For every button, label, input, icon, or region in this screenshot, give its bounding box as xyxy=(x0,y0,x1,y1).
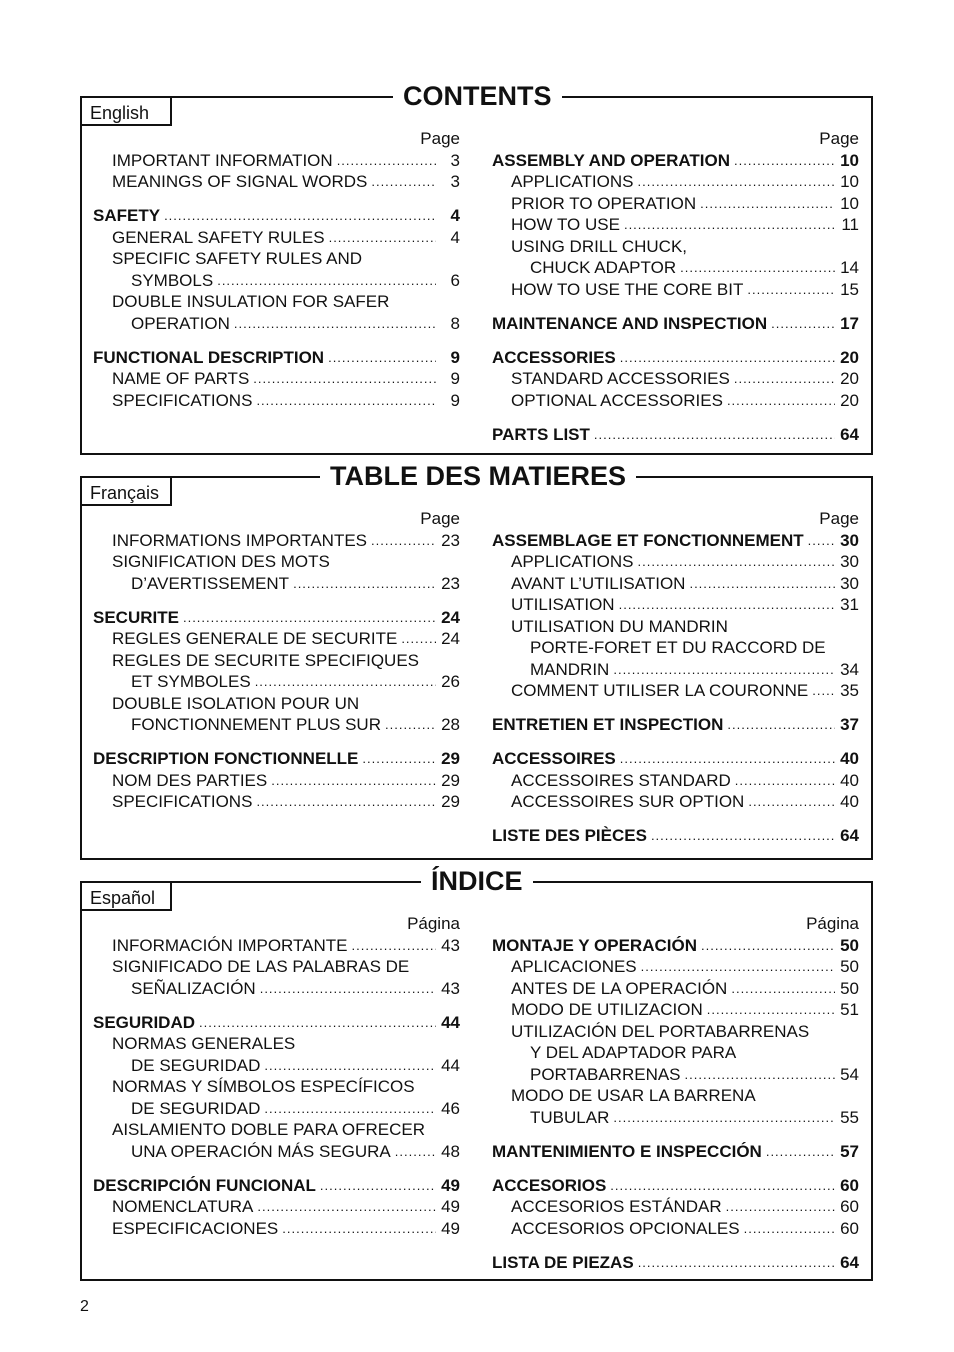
toc-entry-page: 54 xyxy=(840,1064,859,1084)
toc-entry-page: 11 xyxy=(841,215,859,234)
toc-entry-title: MONTAJE Y OPERACIÓN xyxy=(492,935,697,955)
dot-leader xyxy=(199,1012,436,1034)
toc-entry-page: 26 xyxy=(441,672,460,691)
toc-column-left xyxy=(93,508,460,813)
toc-entry-title: DOUBLE INSULATION FOR SAFER xyxy=(112,292,390,311)
toc-entry-title: PARTS LIST xyxy=(492,424,590,444)
dot-leader xyxy=(234,313,436,335)
dot-leader xyxy=(401,628,436,650)
toc-entry-page: 20 xyxy=(840,390,859,410)
toc-entry-title: UTILIZACIÓN DEL PORTABARRENAS xyxy=(511,1021,810,1041)
toc-entry xyxy=(93,650,460,672)
toc-entry xyxy=(93,205,460,227)
toc-entry-title: AISLAMIENTO DOBLE PARA OFRECER xyxy=(112,1120,426,1139)
toc-entry-page: 64 xyxy=(840,424,859,444)
toc-entry xyxy=(93,150,460,172)
dot-leader xyxy=(253,368,436,390)
dot-leader xyxy=(680,257,835,279)
toc-entry xyxy=(93,1076,460,1098)
toc-entry-title: GENERAL SAFETY RULES xyxy=(112,227,325,247)
toc-entry xyxy=(492,551,859,573)
toc-entry-title: MANTENIMIENTO E INSPECCIÓN xyxy=(492,1141,762,1161)
toc-entry-page: 60 xyxy=(840,1197,859,1216)
toc-entry-page: 14 xyxy=(840,258,859,277)
toc-entry xyxy=(492,1107,859,1129)
toc-entry-page: 60 xyxy=(840,1218,859,1238)
page-column-header: Page xyxy=(420,129,460,148)
toc-entry xyxy=(93,748,460,770)
toc-entry-page: 3 xyxy=(450,172,460,191)
language-label: Français xyxy=(80,476,172,506)
toc-entry xyxy=(492,680,859,702)
toc-entry-title: AVANT L’UTILISATION xyxy=(511,573,686,593)
toc-entry xyxy=(93,171,460,193)
dot-leader xyxy=(264,1098,436,1120)
toc-entry-title: SPECIFICATIONS xyxy=(112,792,253,811)
toc-entry-title: FUNCTIONAL DESCRIPTION xyxy=(93,347,325,367)
toc-entry-page: 4 xyxy=(450,227,460,247)
toc-entry-title: UNA OPERACIÓN MÁS SEGURA xyxy=(131,1141,391,1161)
toc-entry-title: ACCESSOIRES SUR OPTION xyxy=(511,792,745,811)
dot-leader xyxy=(689,573,835,595)
toc-entry-title: CHUCK ADAPTOR xyxy=(530,258,677,277)
dot-leader xyxy=(271,770,436,792)
toc-entry xyxy=(93,935,460,957)
toc-entry-title: Y DEL ADAPTADOR PARA xyxy=(530,1043,737,1062)
toc-entry-page: 64 xyxy=(840,1252,859,1272)
toc-entry-page: 24 xyxy=(441,629,460,648)
toc-entry-title: NORMAS GENERALES xyxy=(112,1034,296,1053)
toc-entry-page: 9 xyxy=(450,347,460,367)
dot-leader xyxy=(164,205,436,227)
page-column-header: Page xyxy=(819,509,859,528)
toc-entry-title: D’AVERTISSEMENT xyxy=(131,573,290,593)
toc-entry-title: IMPORTANT INFORMATION xyxy=(112,150,333,170)
dot-leader xyxy=(613,1107,835,1129)
toc-entry-page: 31 xyxy=(840,595,859,614)
toc-entry-page: 17 xyxy=(840,313,859,333)
toc-entry-page: 35 xyxy=(840,681,859,700)
toc-entry xyxy=(93,248,460,270)
toc-entry-title: DESCRIPCIÓN FUNCIONAL xyxy=(93,1175,316,1195)
dot-leader xyxy=(624,214,835,236)
toc-column-left xyxy=(93,913,460,1239)
dot-leader xyxy=(256,390,436,412)
toc-entry xyxy=(492,1085,859,1107)
toc-entry-page: 3 xyxy=(450,150,460,170)
dot-leader xyxy=(594,424,835,446)
toc-entry-page: 23 xyxy=(441,573,460,593)
toc-entry xyxy=(492,1175,859,1197)
toc-entry xyxy=(492,530,859,552)
toc-entry-page: 57 xyxy=(840,1141,859,1161)
toc-column-right xyxy=(492,128,859,445)
dot-leader xyxy=(734,150,835,172)
toc-entry-title: DE SEGURIDAD xyxy=(131,1055,261,1075)
toc-entry-title: PORTABARRENAS xyxy=(530,1064,681,1084)
toc-entry xyxy=(492,347,859,369)
toc-entry-title: STANDARD ACCESSORIES xyxy=(511,369,730,388)
toc-entry xyxy=(492,236,859,258)
toc-entry-page: 43 xyxy=(441,935,460,955)
toc-entry-title: HOW TO USE xyxy=(511,215,620,234)
dot-leader xyxy=(726,1196,835,1218)
dot-leader xyxy=(748,791,835,813)
page-column-header: Page xyxy=(420,509,460,528)
toc-entry xyxy=(93,1012,460,1034)
toc-entry xyxy=(93,1098,460,1120)
toc-entry xyxy=(492,171,859,193)
toc-entry-title: ANTES DE LA OPERACIÓN xyxy=(511,978,728,998)
toc-entry xyxy=(93,1033,460,1055)
toc-entry-title: INFORMACIÓN IMPORTANTE xyxy=(112,935,348,955)
toc-entry-page: 40 xyxy=(840,749,859,768)
toc-entry-title: SPECIFICATIONS xyxy=(112,390,253,410)
toc-entry xyxy=(93,270,460,292)
dot-leader xyxy=(610,1175,835,1197)
toc-box-spanish xyxy=(80,866,873,1281)
page-column-header: Página xyxy=(806,914,859,933)
toc-entry-page: 51 xyxy=(840,1000,859,1019)
toc-entry-title: ACCESSOIRES xyxy=(492,749,616,768)
toc-entry-page: 6 xyxy=(450,270,460,290)
toc-entry xyxy=(492,1141,859,1163)
dot-leader xyxy=(638,551,836,573)
toc-entry xyxy=(492,770,859,792)
dot-leader xyxy=(620,748,835,770)
toc-entry xyxy=(492,748,859,770)
toc-entry-title: USING DRILL CHUCK, xyxy=(511,236,688,256)
toc-entry-title: ASSEMBLY AND OPERATION xyxy=(492,150,731,170)
toc-entry xyxy=(492,368,859,390)
toc-entry-title: HOW TO USE THE CORE BIT xyxy=(511,279,744,299)
dot-leader xyxy=(771,313,835,335)
toc-entry xyxy=(492,935,859,957)
toc-column-right xyxy=(492,508,859,847)
dot-leader xyxy=(293,573,436,595)
toc-entry-title: OPTIONAL ACCESSORIES xyxy=(511,390,723,410)
toc-entry xyxy=(93,390,460,412)
toc-entry-title: NOMENCLATURA xyxy=(112,1197,254,1216)
toc-entry-page: 50 xyxy=(840,957,859,976)
toc-entry xyxy=(492,714,859,736)
toc-entry-title: APPLICATIONS xyxy=(511,172,634,191)
toc-entry xyxy=(93,530,460,552)
dot-leader xyxy=(613,659,835,681)
toc-entry xyxy=(93,1141,460,1163)
toc-entry xyxy=(93,1119,460,1141)
toc-entry-title: UTILISATION xyxy=(511,595,615,614)
toc-entry xyxy=(93,368,460,390)
toc-entry-title: SYMBOLS xyxy=(131,270,214,290)
dot-leader xyxy=(217,270,436,292)
toc-entry xyxy=(93,607,460,629)
toc-entry-title: TUBULAR xyxy=(530,1107,610,1127)
toc-entry-page: 44 xyxy=(441,1055,460,1075)
toc-entry xyxy=(492,1042,859,1064)
toc-entry xyxy=(492,573,859,595)
dot-leader xyxy=(619,594,835,616)
toc-entry-page: 23 xyxy=(441,530,460,550)
toc-entry xyxy=(93,551,460,573)
toc-entry-page: 44 xyxy=(441,1012,460,1032)
toc-box-french xyxy=(80,461,873,860)
toc-entry-page: 50 xyxy=(840,935,859,955)
toc-entry xyxy=(93,714,460,736)
toc-entry xyxy=(93,1196,460,1218)
dot-leader xyxy=(320,1175,436,1197)
dot-leader xyxy=(701,935,835,957)
toc-entry xyxy=(492,637,859,659)
toc-entry-title: SEGURIDAD xyxy=(93,1012,196,1032)
toc-entry xyxy=(93,693,460,715)
toc-entry xyxy=(492,193,859,215)
toc-entry-title: PRIOR TO OPERATION xyxy=(511,193,697,213)
toc-entry xyxy=(492,999,859,1021)
dot-leader xyxy=(183,607,436,629)
language-label: English xyxy=(80,96,172,126)
toc-entry-page: 8 xyxy=(450,313,460,333)
dot-leader xyxy=(352,935,437,957)
toc-entry xyxy=(492,390,859,412)
dot-leader xyxy=(766,1141,835,1163)
dot-leader xyxy=(808,530,835,552)
toc-column-right xyxy=(492,913,859,1273)
toc-entry-page: 64 xyxy=(840,826,859,845)
toc-box-english xyxy=(80,81,873,455)
toc-entry-title: MANDRIN xyxy=(530,659,610,679)
toc-entry xyxy=(93,628,460,650)
toc-entry-title: ACCESORIOS ESTÁNDAR xyxy=(511,1197,722,1216)
toc-entry-title: NORMAS Y SÍMBOLOS ESPECÍFICOS xyxy=(112,1077,415,1096)
toc-entry xyxy=(93,956,460,978)
toc-entry-page: 15 xyxy=(840,279,859,299)
dot-leader xyxy=(362,748,436,770)
dot-leader xyxy=(685,1064,835,1086)
toc-entry xyxy=(93,1218,460,1240)
toc-entry xyxy=(93,1175,460,1197)
toc-entry-title: ENTRETIEN ET INSPECTION xyxy=(492,715,724,734)
dot-leader xyxy=(329,227,436,249)
section-title: TABLE DES MATIERES xyxy=(320,459,636,493)
toc-entry-page: 40 xyxy=(840,792,859,811)
dot-leader xyxy=(256,791,436,813)
toc-entry-title: ACCESSOIRES STANDARD xyxy=(511,770,731,790)
toc-entry-page: 28 xyxy=(441,715,460,734)
language-label: Español xyxy=(80,881,172,911)
toc-column-left xyxy=(93,128,460,411)
page-column-header: Page xyxy=(819,129,859,148)
toc-entry xyxy=(492,594,859,616)
toc-entry-title: LISTE DES PIÈCES xyxy=(492,826,647,845)
dot-leader xyxy=(620,347,835,369)
toc-entry-page: 50 xyxy=(840,978,859,998)
toc-entry xyxy=(492,659,859,681)
dot-leader xyxy=(812,680,835,702)
toc-entry-title: DE SEGURIDAD xyxy=(131,1098,261,1118)
dot-leader xyxy=(641,956,835,978)
toc-entry xyxy=(492,1064,859,1086)
toc-entry-page: 30 xyxy=(840,573,859,593)
toc-entry-title: SIGNIFICADO DE LAS PALABRAS DE xyxy=(112,957,410,976)
toc-entry xyxy=(93,978,460,1000)
toc-entry xyxy=(93,791,460,813)
toc-entry xyxy=(492,279,859,301)
dot-leader xyxy=(260,978,436,1000)
dot-leader xyxy=(638,1252,835,1274)
toc-entry-title: APLICACIONES xyxy=(511,957,637,976)
toc-entry xyxy=(492,150,859,172)
toc-entry-title: ACCESSORIES xyxy=(492,347,616,367)
toc-entry-page: 49 xyxy=(441,1175,460,1195)
toc-entry-page: 9 xyxy=(450,390,460,410)
toc-entry-title: MODO DE USAR LA BARRENA xyxy=(511,1086,756,1105)
toc-entry-title: NOM DES PARTIES xyxy=(112,770,268,790)
dot-leader xyxy=(651,825,835,847)
toc-entry-title: OPERATION xyxy=(131,313,230,333)
toc-entry-title: LISTA DE PIEZAS xyxy=(492,1252,634,1272)
toc-entry-title: COMMENT UTILISER LA COURONNE xyxy=(511,681,809,700)
toc-entry xyxy=(492,1196,859,1218)
toc-entry-title: FONCTIONNEMENT PLUS SUR xyxy=(131,715,381,734)
toc-entry-page: 30 xyxy=(840,552,859,571)
toc-entry-page: 10 xyxy=(840,150,859,170)
section-title: CONTENTS xyxy=(393,79,562,113)
toc-entry-title: NAME OF PARTS xyxy=(112,369,250,388)
toc-entry-title: DESCRIPTION FONCTIONNELLE xyxy=(93,749,359,768)
toc-entry-page: 49 xyxy=(441,1197,460,1216)
toc-entry xyxy=(492,825,859,847)
toc-entry xyxy=(492,1218,859,1240)
toc-entry xyxy=(492,214,859,236)
toc-entry xyxy=(93,770,460,792)
toc-entry xyxy=(93,347,460,369)
dot-leader xyxy=(707,999,835,1021)
toc-entry-page: 60 xyxy=(840,1175,859,1195)
page-number: 2 xyxy=(80,1298,89,1315)
dot-leader xyxy=(735,770,835,792)
toc-entry xyxy=(93,291,460,313)
dot-leader xyxy=(255,671,436,693)
toc-entry-page: 55 xyxy=(840,1107,859,1127)
dot-leader xyxy=(395,1141,436,1163)
dot-leader xyxy=(747,279,835,301)
toc-entry-page: 34 xyxy=(840,659,859,679)
dot-leader xyxy=(328,347,436,369)
dot-leader xyxy=(731,978,835,1000)
toc-entry-title: SEÑALIZACIÓN xyxy=(131,978,256,998)
toc-entry-title: DOUBLE ISOLATION POUR UN xyxy=(112,693,360,713)
toc-entry-page: 10 xyxy=(840,193,859,213)
toc-entry-page: 29 xyxy=(441,749,460,768)
toc-entry-title: SAFETY xyxy=(93,206,161,225)
toc-entry-title: REGLES DE SECURITE SPECIFIQUES xyxy=(112,650,420,670)
toc-entry-page: 24 xyxy=(441,607,460,627)
toc-entry-page: 4 xyxy=(450,206,460,225)
toc-entry-page: 29 xyxy=(441,770,460,790)
toc-entry xyxy=(93,671,460,693)
toc-entry xyxy=(492,616,859,638)
toc-entry-page: 10 xyxy=(840,172,859,191)
toc-entry xyxy=(93,573,460,595)
toc-entry xyxy=(492,1021,859,1043)
toc-entry-page: 30 xyxy=(840,530,859,550)
dot-leader xyxy=(257,1196,436,1218)
toc-entry-page: 48 xyxy=(441,1141,460,1161)
dot-leader xyxy=(727,714,835,736)
dot-leader xyxy=(282,1218,436,1240)
dot-leader xyxy=(744,1218,835,1240)
toc-entry-title: REGLES GENERALE DE SECURITE xyxy=(112,629,398,648)
toc-entry-page: 46 xyxy=(441,1098,460,1118)
dot-leader xyxy=(638,171,836,193)
toc-entry xyxy=(492,257,859,279)
toc-entry-page: 37 xyxy=(840,715,859,734)
toc-entry-title: ACCESORIOS OPCIONALES xyxy=(511,1218,740,1238)
toc-entry-title: ACCESORIOS xyxy=(492,1175,607,1195)
toc-entry-page: 20 xyxy=(840,369,859,388)
toc-entry xyxy=(492,424,859,446)
toc-entry-page: 29 xyxy=(441,792,460,811)
toc-entry-page: 20 xyxy=(840,347,859,367)
dot-leader xyxy=(371,171,436,193)
dot-leader xyxy=(371,530,436,552)
page-column-header: Página xyxy=(407,914,460,933)
dot-leader xyxy=(700,193,835,215)
toc-entry-title: UTILISATION DU MANDRIN xyxy=(511,616,728,636)
toc-entry-title: MAINTENANCE AND INSPECTION xyxy=(492,313,768,333)
toc-entry-title: SIGNIFICATION DES MOTS xyxy=(112,552,330,571)
toc-entry xyxy=(492,978,859,1000)
toc-entry-title: PORTE-FORET ET DU RACCORD DE xyxy=(530,638,826,657)
toc-entry xyxy=(93,1055,460,1077)
toc-entry-title: ESPECIFICACIONES xyxy=(112,1218,279,1238)
toc-entry-page: 43 xyxy=(441,978,460,998)
toc-entry xyxy=(492,791,859,813)
toc-entry-page: 49 xyxy=(441,1218,460,1238)
dot-leader xyxy=(337,150,436,172)
dot-leader xyxy=(385,714,436,736)
toc-entry-title: INFORMATIONS IMPORTANTES xyxy=(112,530,368,550)
toc-entry-title: MEANINGS OF SIGNAL WORDS xyxy=(112,172,368,191)
toc-entry xyxy=(492,313,859,335)
toc-entry xyxy=(93,227,460,249)
dot-leader xyxy=(264,1055,436,1077)
toc-entry-title: APPLICATIONS xyxy=(511,552,634,571)
toc-entry xyxy=(492,956,859,978)
dot-leader xyxy=(727,390,835,412)
toc-entry-title: MODO DE UTILIZACION xyxy=(511,1000,703,1019)
toc-entry-page: 40 xyxy=(840,770,859,790)
dot-leader xyxy=(734,368,835,390)
toc-entry-page: 9 xyxy=(450,369,460,388)
toc-entry-title: SECURITE xyxy=(93,607,179,627)
toc-entry xyxy=(492,1252,859,1274)
toc-entry-title: SPECIFIC SAFETY RULES AND xyxy=(112,249,363,268)
toc-entry xyxy=(93,313,460,335)
toc-entry-title: ET SYMBOLES xyxy=(131,672,251,691)
toc-entry-title: ASSEMBLAGE ET FONCTIONNEMENT xyxy=(492,530,804,550)
section-title: ÍNDICE xyxy=(421,864,533,898)
